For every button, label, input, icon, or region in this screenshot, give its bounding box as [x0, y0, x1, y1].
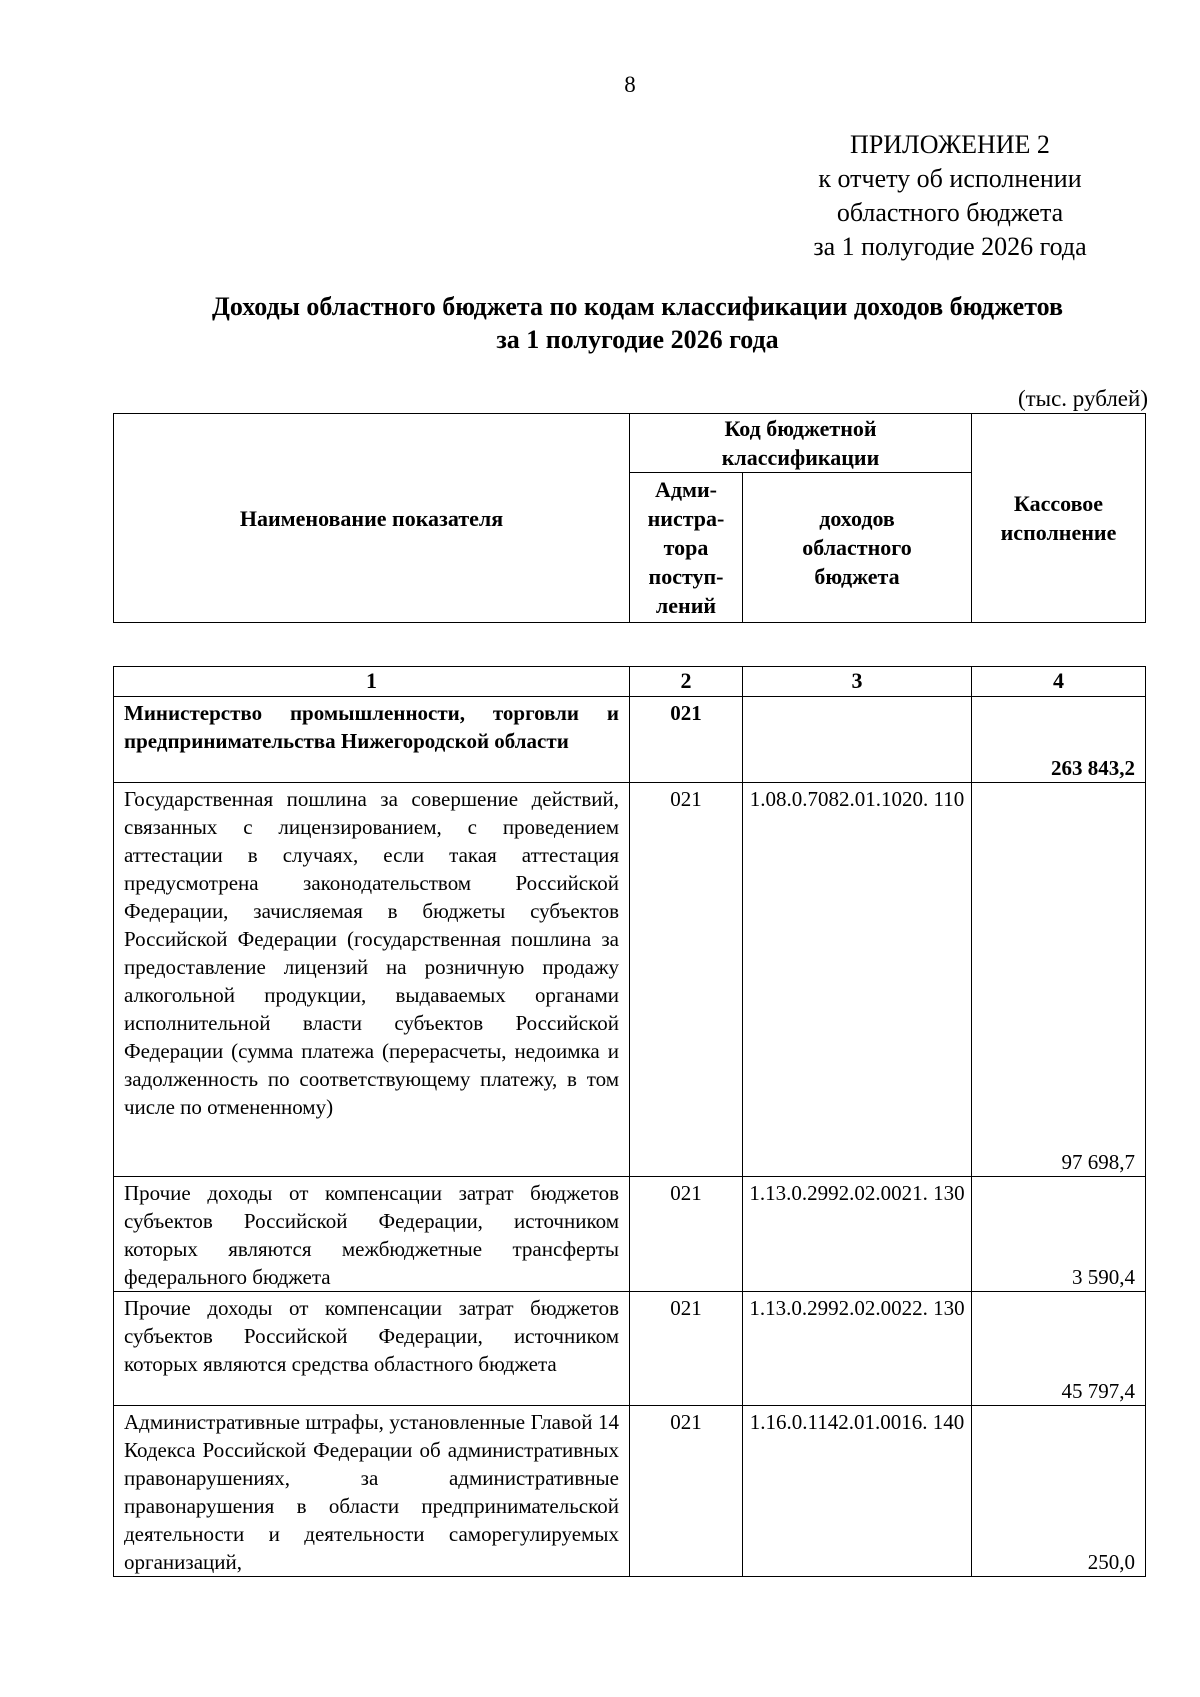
row-name: Прочие доходы от компенсации затрат бюджетов субъектов Российской Федерации, источником которых являются средства областного бюджета: [114, 1292, 630, 1406]
row-amount: 250,0: [972, 1406, 1146, 1577]
row-admin-code: 021: [630, 1292, 743, 1406]
column-number: 4: [972, 667, 1146, 697]
table-row: [114, 783, 1146, 1177]
appendix-line: за 1 полугодие 2026 года: [813, 232, 1087, 261]
row-amount: 263 843,2: [972, 697, 1146, 783]
row-name: Административные штрафы, установленные Главой 14 Кодекса Российской Федерации об административных правонарушениях, за административные правонарушения в области предпринимательской деятельности и деятельности саморегулируемых организаций,: [114, 1406, 630, 1577]
title-line: за 1 полугодие 2026 года: [496, 325, 779, 354]
column-number: 2: [630, 667, 743, 697]
row-amount: 3 590,4: [972, 1177, 1146, 1292]
document-title: [110, 290, 1165, 356]
appendix-line: областного бюджета: [836, 198, 1064, 227]
row-admin-code: 021: [630, 783, 743, 1177]
appendix-line: к отчету об исполнении: [818, 164, 1082, 193]
row-income-code: 1.08.0.7082.01.1020. 110: [743, 783, 972, 1177]
header-admin: Адми-нистра-тора поступ-лений: [630, 473, 743, 623]
header-income: доходов областного бюджета: [743, 473, 972, 623]
title-line: Доходы областного бюджета по кодам классификации доходов бюджетов: [211, 292, 1064, 321]
income-table: [113, 666, 1146, 1577]
row-amount: 97 698,7: [972, 783, 1146, 1177]
appendix-line: ПРИЛОЖЕНИЕ 2: [850, 130, 1050, 159]
row-income-code: 1.13.0.2992.02.0022. 130: [743, 1292, 972, 1406]
header-execution: Кассовое исполнение: [972, 414, 1146, 623]
row-name: Прочие доходы от компенсации затрат бюджетов субъектов Российской Федерации, источником которых являются межбюджетные трансферты федерального бюджета: [114, 1177, 630, 1292]
row-name: Государственная пошлина за совершение действий, связанных с лицензированием, с проведением аттестации в случаях, если такая аттестация предусмотрена законодательством Российской Федерации, зачисляемая в бюджеты субъектов Российской Федерации (государственная пошлина за предоставление лицензий на розничную продажу алкогольной продукции, выдаваемых органами исполнительной власти субъектов Российской Федерации (сумма платежа (перерасчеты, недоимка и задолженность по соответствующему платежу, в том числе по отмененному): [114, 783, 630, 1177]
column-number: 1: [114, 667, 630, 697]
header-name: Наименование показателя: [114, 414, 630, 623]
row-amount: 45 797,4: [972, 1292, 1146, 1406]
row-income-code: [743, 697, 972, 783]
row-admin-code: 021: [630, 697, 743, 783]
header-table: [113, 413, 1146, 623]
table-row: [114, 1406, 1146, 1577]
row-income-code: 1.13.0.2992.02.0021. 130: [743, 1177, 972, 1292]
table-row: [114, 1292, 1146, 1406]
header-code-group: Код бюджетной классификации: [630, 414, 972, 473]
row-admin-code: 021: [630, 1177, 743, 1292]
table-row: [114, 1177, 1146, 1292]
row-admin-code: 021: [630, 1406, 743, 1577]
column-number: 3: [743, 667, 972, 697]
table-row: [114, 697, 1146, 783]
column-numbers-row: [114, 667, 1146, 697]
row-name: Министерство промышленности, торговли и предпринимательства Нижегородской области: [114, 697, 630, 783]
row-income-code: 1.16.0.1142.01.0016. 140: [743, 1406, 972, 1577]
units-label: (тыс. рублей): [1017, 386, 1148, 411]
page-number: 8: [624, 72, 636, 97]
appendix-block: [760, 128, 1140, 264]
